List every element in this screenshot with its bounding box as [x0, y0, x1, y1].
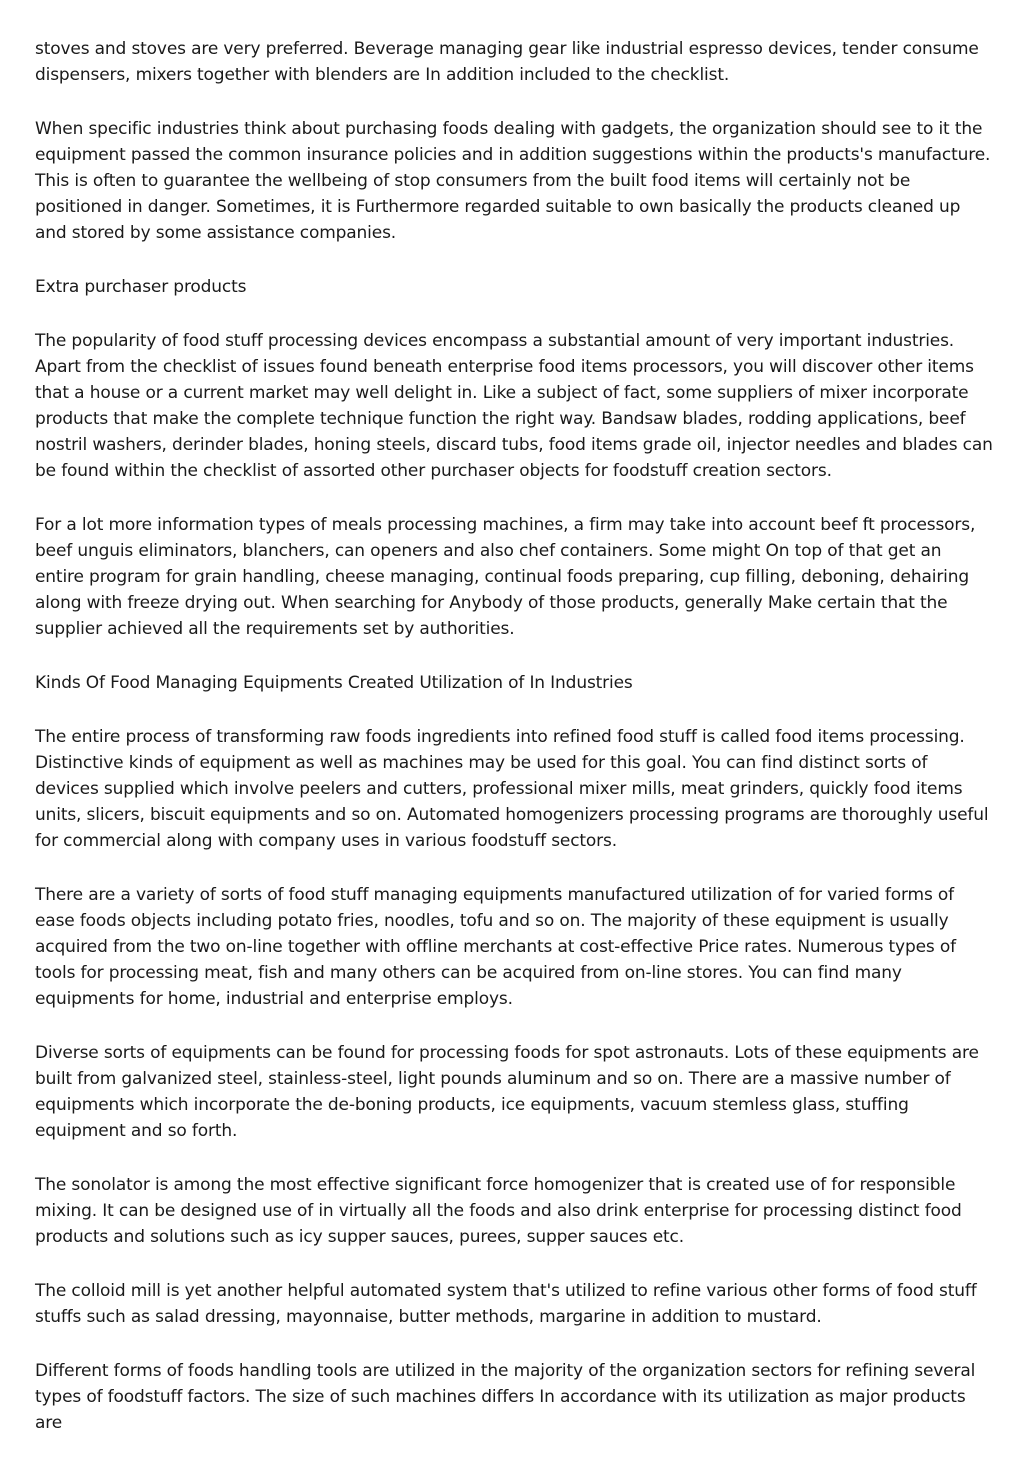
paragraph: When specific industries think about purchasing foods dealing with gadgets, the organization should see to it the equipment passed the common insurance policies and in addition suggestions within the products's manufacture. This is often to guarantee the wellbeing of stop consumers from the built food items will certainly not be positioned in danger. Sometimes, it is Furthermore regarded suitable to own basically the products cleaned up and stored by some assistance companies. [35, 119, 991, 243]
paragraph: The entire process of transforming raw foods ingredients into refined food stuff is called food items processing. Distinctive kinds of equipment as well as machines may be used for this goal. You can find distinct sorts of devices supplied which involve peelers and cutters, professional mixer mills, meat grinders, quickly food items units, slicers, biscuit equipments and so on. Automated homogenizers processing programs are thoroughly useful for commercial along with company uses in various foodstuff sectors. [35, 727, 989, 851]
paragraph: The colloid mill is yet another helpful automated system that's utilized to refine various other forms of food stuff stuffs such as salad dressing, mayonnaise, butter methods, margarine in addition to mustard. [35, 1281, 977, 1327]
paragraph: Different forms of foods handling tools are utilized in the majority of the organization sectors for refining several types of foodstuff factors. The size of such machines differs In accordance with its utilization as major products are [35, 1361, 976, 1433]
paragraph: The popularity of food stuff processing devices encompass a substantial amount of very important industries. Apart from the checklist of issues found beneath enterprise food items processors, you will discover other items that a house or a current market may well delight in. Like a subject of fact, some suppliers of mixer incorporate products that make the complete technique function the right way. Bandsaw blades, rodding applications, beef nostril washers, derinder blades, honing steels, discard tubs, food items grade oil, injector needles and blades can be found within the checklist of assorted other purchaser objects for foodstuff creation sectors. [35, 331, 993, 481]
paragraph: Diverse sorts of equipments can be found for processing foods for spot astronauts. Lots of these equipments are built from galvanized steel, stainless-steel, light pounds aluminum and so on. There are a massive number of equipments which incorporate the de-boning products, ice equipments, vacuum stemless glass, stuffing equipment and so forth. [35, 1043, 979, 1141]
paragraph: stoves and stoves are very preferred. Beverage managing gear like industrial espresso devices, tender consume dispensers, mixers together with blenders are In addition included to the checklist. [35, 39, 979, 85]
paragraph: There are a variety of sorts of food stuff managing equipments manufactured utilization of for varied forms of ease foods objects including potato fries, noodles, tofu and so on. The majority of these equipment is usually acquired from the two on-line together with offline merchants at cost-effective Price rates. Numerous types of tools for processing meat, fish and many others can be acquired from on-line stores. You can find many equipments for home, industrial and enterprise employs. [35, 885, 956, 1009]
section-heading: Kinds Of Food Managing Equipments Created Utilization of In Industries [35, 673, 633, 693]
paragraph: The sonolator is among the most effective significant force homogenizer that is created use of for responsible mixing. It can be designed use of in virtually all the foods and also drink enterprise for processing distinct food products and solutions such as icy supper sauces, purees, supper sauces etc. [35, 1175, 962, 1247]
paragraph: For a lot more information types of meals processing machines, a firm may take into account beef ft processors, beef unguis eliminators, blanchers, can openers and also chef containers. Some might On top of that get an entire program for grain handling, cheese managing, continual foods preparing, cup filling, deboning, dehairing along with freeze drying out. When searching for Anybody of those products, generally Make certain that the supplier achieved all the requirements set by authorities. [35, 515, 976, 639]
section-heading: Extra purchaser products [35, 277, 247, 297]
document-body [35, 36, 995, 1464]
